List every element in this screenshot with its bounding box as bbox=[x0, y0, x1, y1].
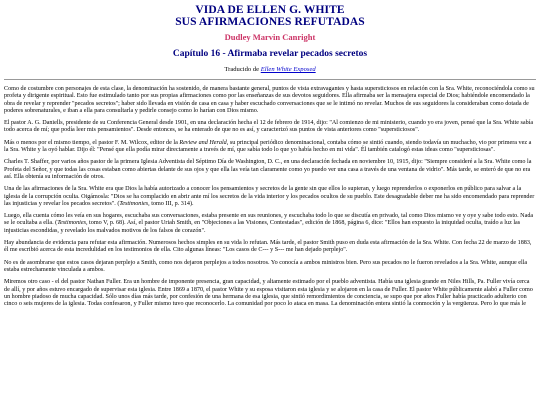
source-book-link[interactable]: Ellen White Exposed bbox=[260, 66, 316, 73]
book-title-line2: SUS AFIRMACIONES REFUTADAS bbox=[175, 16, 365, 28]
body-paragraph bbox=[4, 279, 536, 308]
italic-citation: Testimonies bbox=[57, 220, 86, 227]
paragraph-text: , tomo V, p. 68). Así, el pastor Uriah Smith, en "Objeciones a las Visiones, Contestadas", edición de 1868, página 6, dice: "Ellos han expuesto la iniquidad oculta, traído a luz las injusticias escondidas, y revelado los malvados motivos de los falsos de corazón". bbox=[4, 220, 521, 234]
paragraph-text: , tomo III, p. 314). bbox=[148, 200, 194, 207]
paragraph-text: , su principal periódico denominacional, contaba cómo se sintió cuando, siendo todavía un muchacho, vio por primera vez a la Sra. White y la oyó hablar. Dijo él: "Pensé que ella podía mirar directamente a través de mí, que sabía todo lo que yo había hecho en mi vida". Él también catalogó estas ideas como "supersticiosas". bbox=[4, 139, 532, 154]
header-divider bbox=[4, 79, 536, 80]
author-name: Dudley Marvin Canright bbox=[224, 32, 316, 42]
body-paragraph bbox=[4, 240, 536, 255]
translation-credit-label: Traducido de bbox=[224, 66, 260, 73]
paragraph-text: Charles T. Shaffer, por varios años pastor de la primera Iglesia Adventista del Séptimo Día de Washington, D. C., en una declaración fechada en noviembre 10, 1915, dijo: "Siempre consideré a la Sra. White como la Profeta del Señor, y que todas las cosas estaban como abiertas delante de sus ojos y que ella las veía tan claramente como yo puedo ver una casa a través de una ventana de vidrio". Más tarde, se enteró de que no era así. Ella obtenía su información de otros. bbox=[4, 159, 532, 180]
translation-credit bbox=[4, 66, 536, 74]
body-paragraph bbox=[4, 140, 536, 155]
paragraph-text: Luego, ella cuenta cómo les veía en sus hogares, escuchaba sus conversaciones, estaba presente en sus reuniones, y escuchaba todo lo que se discutía en privado, tal como Dios mismo ve y oye y sabe todo esto. Nada se le ocultaba a ella. ( bbox=[4, 213, 534, 227]
paragraph-text: Como de costumbre con personajes de esta clase, la denominación ha sostenido, de manera bastante general, puntos de vista extravagantes y hasta supersticiosos en relación con la Sra. White, reconociéndola como su profeta y dirigente espiritual. Esto fue estimulado tanto por sus propias afirmaciones como por las enseñanzas de sus devotos seguidores. Ella afirmaba ser la mensajera especial de Dios; habiéndole encomendado la obra de revelar y reprender "pecados secretos"; haber sido llevada en visión de casa en casa y haber escuchado conversaciones que se le intimó no revelar. Muchos de sus seguidores la consideraban como dotada de poderes sobrenaturales, e iban a ella para consultarla y pedirle consejo como lo harían con Dios mismo. bbox=[4, 86, 535, 114]
body-paragraph bbox=[4, 159, 536, 181]
body-text bbox=[4, 86, 536, 308]
chapter-title: Capítulo 16 - Afirmaba revelar pecados secretos bbox=[172, 49, 368, 59]
paragraph-text: Miremos otro caso - el del pastor Nathan Fuller. Era un hombre de imponente presencia, gran capacidad, y altamente estimado por el pueblo adventista. Había una iglesia grande en Niles Hills, Pa. Fuller vivía cerca de allí, y por años estuvo encargado de supervisar esta iglesia. Entre 1869 a 1870, el pastor White y su esposa visitaron esta iglesia y se alojaron en la casa de Fuller. El pastor White públicamente alabó a Fuller como un hombre piadoso de mucha capacidad. Sólo unos días más tarde, por confesión de una hermana de esa iglesia, que sintió remordimientos de conciencia, se supo que por años Fuller había practicado adulterio con cinco o seis mujeres de la iglesia. Todas confesaron, y Fuller mismo tuvo que reconocerlo. La comunidad por poco lo ataca en masa. La denominación entera sintió la conmoción y la vergüenza. Pero lo que más le bbox=[4, 279, 533, 308]
paragraph-text: El pastor A. G. Daniells, presidente de su Conferencia General desde 1901, en una declaración hecha el 12 de febrero de 1914, dijo: "Al comienzo de mi ministerio, cuando yo era joven, pensé que la Sra. White sabía todo acerca de mí; que podía leer mis pensamientos". Desde entonces, se ha enterado de que no es así, y caracterizó sus puntos de vista anteriores como "supersticiosos". bbox=[4, 120, 534, 134]
italic-citation: Testimonies bbox=[119, 200, 149, 207]
paragraph-text: Una de las afirmaciones de la Sra. White era que Dios la había autorizado a conocer los pensamientos y secretos de la gente sin que ellos lo supieran, y luego reprenderlos o exponerlos en público para salvar a la iglesia de la corrupción oculta. Oigámosla: "Dios se ha complacido en abrir ante mí los secretos de la vida interior y los pecados ocultos de su pueblo. Este desagradable deber me ha sido encomendado para reprender las injusticias y revelar los pecados secretos". ( bbox=[4, 186, 535, 207]
book-title-line1: VIDA DE ELLEN G. WHITE bbox=[195, 4, 345, 16]
body-paragraph bbox=[4, 186, 536, 208]
body-paragraph bbox=[4, 260, 536, 275]
book-title bbox=[4, 4, 536, 28]
italic-citation: Review and Herald bbox=[179, 139, 227, 146]
paragraph-text: No es de asombrarse que estos casos dejaran perplejo a Smith, como nos dejaron perplejos a todos nosotros. Yo conocía a ambos ministros bien. Pero sus pecados no le fueron revelados a la Sra. White, aunque ella estaba estrechamente vinculada a ambos. bbox=[4, 259, 528, 273]
paragraph-text: Más o menos por el mismo tiempo, el pastor F. M. Wilcox, editor de la bbox=[4, 139, 180, 146]
body-paragraph bbox=[4, 213, 536, 235]
paragraph-text: Hay abundancia de evidencia para refutar esta afirmación. Numerosos hechos simples en su vida lo refutan. Más tarde, el pastor Smith puso en duda esta afirmación de la Sra. White. Con fecha 22 de marzo de 1883, él me escribió acerca de esta incredulidad en los testimonios de ella. Cito algunas líneas: "Los casos de C--- y S--- me han dejado perplejo". bbox=[4, 240, 532, 254]
body-paragraph bbox=[4, 120, 536, 135]
body-paragraph bbox=[4, 86, 536, 115]
